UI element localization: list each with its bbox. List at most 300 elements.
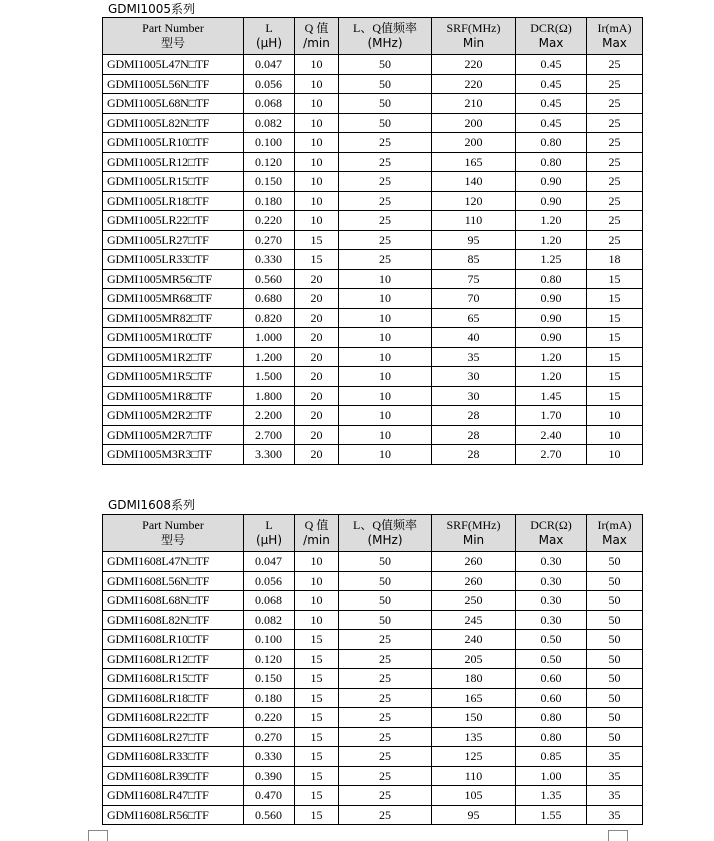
cell-inductance: 0.220: [244, 708, 295, 728]
cell-srf-min: 125: [432, 747, 516, 767]
table-row: [103, 591, 643, 611]
cell-dcr-max: 0.80: [516, 133, 587, 153]
cell-q-min: 10: [295, 55, 339, 75]
cell-ir-max: 35: [587, 805, 643, 825]
cell-ir-max: 50: [587, 708, 643, 728]
cell-dcr-max: 1.45: [516, 386, 587, 406]
cell-inductance: 0.068: [244, 591, 295, 611]
cell-dcr-max: 0.90: [516, 172, 587, 192]
cell-ir-max: 50: [587, 688, 643, 708]
cell-ir-max: 25: [587, 152, 643, 172]
cell-q-min: 20: [295, 269, 339, 289]
table-row: [103, 425, 643, 445]
header-srf-min: [432, 18, 516, 55]
cell-test-frequency: 10: [339, 347, 432, 367]
cell-srf-min: 95: [432, 805, 516, 825]
cell-inductance: 1.800: [244, 386, 295, 406]
table-row: [103, 172, 643, 192]
cell-srf-min: 110: [432, 766, 516, 786]
cell-dcr-max: 1.55: [516, 805, 587, 825]
cell-dcr-max: 0.90: [516, 289, 587, 309]
cell-q-min: 10: [295, 571, 339, 591]
cell-q-min: 10: [295, 172, 339, 192]
cell-srf-min: 30: [432, 386, 516, 406]
cell-srf-min: 245: [432, 610, 516, 630]
cell-part-number: GDMI1005L47N□TF: [103, 55, 244, 75]
cell-part-number: GDMI1005LR15□TF: [103, 172, 244, 192]
cell-inductance: 0.270: [244, 727, 295, 747]
cell-q-min: 15: [295, 250, 339, 270]
cell-part-number: GDMI1005M1R2□TF: [103, 347, 244, 367]
header-q-min: [295, 515, 339, 552]
header-label: Q 值: [304, 21, 329, 35]
header-test-frequency: [339, 18, 432, 55]
cell-part-number: GDMI1005MR82□TF: [103, 308, 244, 328]
cell-inductance: 2.200: [244, 406, 295, 426]
cell-dcr-max: 1.20: [516, 230, 587, 250]
table-row: [103, 386, 643, 406]
cell-dcr-max: 0.30: [516, 610, 587, 630]
table-row: [103, 289, 643, 309]
section-title-gdmi1608: GDMI1608系列: [108, 498, 195, 512]
cell-ir-max: 35: [587, 766, 643, 786]
cell-dcr-max: 0.60: [516, 688, 587, 708]
cell-test-frequency: 50: [339, 94, 432, 114]
cell-test-frequency: 25: [339, 250, 432, 270]
cell-ir-max: 50: [587, 571, 643, 591]
cell-srf-min: 180: [432, 669, 516, 689]
cell-dcr-max: 0.90: [516, 191, 587, 211]
table-row: [103, 406, 643, 426]
section-title-gdmi1005: GDMI1005系列: [108, 2, 195, 16]
header-sublabel: Max: [538, 533, 564, 547]
cell-part-number: GDMI1608L47N□TF: [103, 552, 244, 572]
cell-part-number: GDMI1005M1R8□TF: [103, 386, 244, 406]
cell-ir-max: 25: [587, 172, 643, 192]
cell-q-min: 20: [295, 289, 339, 309]
cell-inductance: 0.680: [244, 289, 295, 309]
cell-test-frequency: 10: [339, 386, 432, 406]
table-row: [103, 766, 643, 786]
cell-dcr-max: 0.80: [516, 708, 587, 728]
cell-inductance: 0.120: [244, 649, 295, 669]
cell-test-frequency: 10: [339, 367, 432, 387]
cell-q-min: 20: [295, 328, 339, 348]
cell-test-frequency: 10: [339, 269, 432, 289]
cell-test-frequency: 10: [339, 406, 432, 426]
cell-srf-min: 30: [432, 367, 516, 387]
cell-part-number: GDMI1608LR22□TF: [103, 708, 244, 728]
cell-srf-min: 150: [432, 708, 516, 728]
cell-q-min: 10: [295, 133, 339, 153]
cell-ir-max: 35: [587, 786, 643, 806]
cell-q-min: 15: [295, 766, 339, 786]
cell-srf-min: 120: [432, 191, 516, 211]
cell-ir-max: 50: [587, 552, 643, 572]
cell-inductance: 0.180: [244, 191, 295, 211]
cell-inductance: 0.056: [244, 74, 295, 94]
cell-test-frequency: 50: [339, 591, 432, 611]
cell-q-min: 10: [295, 211, 339, 231]
cell-test-frequency: 25: [339, 727, 432, 747]
cell-part-number: GDMI1608LR56□TF: [103, 805, 244, 825]
cell-inductance: 0.068: [244, 94, 295, 114]
cell-test-frequency: 25: [339, 172, 432, 192]
cell-dcr-max: 0.90: [516, 328, 587, 348]
cell-dcr-max: 0.60: [516, 669, 587, 689]
cell-dcr-max: 0.45: [516, 113, 587, 133]
table-row: [103, 805, 643, 825]
cell-srf-min: 85: [432, 250, 516, 270]
header-label: Ir(mA): [597, 21, 632, 35]
cell-ir-max: 15: [587, 328, 643, 348]
cell-test-frequency: 25: [339, 747, 432, 767]
cell-q-min: 20: [295, 347, 339, 367]
cell-inductance: 0.150: [244, 669, 295, 689]
cell-q-min: 10: [295, 610, 339, 630]
cell-ir-max: 15: [587, 347, 643, 367]
table-row: [103, 786, 643, 806]
header-sublabel: (MHz): [367, 36, 403, 50]
cell-dcr-max: 0.30: [516, 591, 587, 611]
header-inductance: [244, 515, 295, 552]
cell-ir-max: 50: [587, 727, 643, 747]
table-row: [103, 152, 643, 172]
cell-inductance: 0.220: [244, 211, 295, 231]
cell-test-frequency: 10: [339, 289, 432, 309]
cell-inductance: 1.000: [244, 328, 295, 348]
table-row: [103, 328, 643, 348]
table-row: [103, 74, 643, 94]
cell-test-frequency: 25: [339, 669, 432, 689]
cell-part-number: GDMI1005LR22□TF: [103, 211, 244, 231]
header-sublabel: Max: [602, 36, 627, 50]
cell-srf-min: 28: [432, 425, 516, 445]
table-row: [103, 133, 643, 153]
cell-part-number: GDMI1608L56N□TF: [103, 571, 244, 591]
cell-inductance: 0.820: [244, 308, 295, 328]
cell-inductance: 0.082: [244, 610, 295, 630]
cell-test-frequency: 25: [339, 211, 432, 231]
cell-part-number: GDMI1005M2R7□TF: [103, 425, 244, 445]
header-label: SRF(MHz): [446, 518, 501, 532]
cell-srf-min: 200: [432, 133, 516, 153]
cell-inductance: 0.560: [244, 805, 295, 825]
cell-srf-min: 75: [432, 269, 516, 289]
cell-dcr-max: 0.30: [516, 571, 587, 591]
cell-srf-min: 65: [432, 308, 516, 328]
cell-q-min: 15: [295, 786, 339, 806]
header-label: DCR(Ω): [530, 518, 572, 532]
cell-srf-min: 140: [432, 172, 516, 192]
table-row: [103, 708, 643, 728]
cell-srf-min: 110: [432, 211, 516, 231]
cell-inductance: 0.047: [244, 55, 295, 75]
cell-dcr-max: 0.90: [516, 308, 587, 328]
cell-dcr-max: 1.20: [516, 367, 587, 387]
table-header-row: [103, 515, 643, 552]
cell-test-frequency: 25: [339, 786, 432, 806]
header-srf-min: [432, 515, 516, 552]
cell-dcr-max: 0.85: [516, 747, 587, 767]
cell-ir-max: 15: [587, 289, 643, 309]
header-sublabel: 型号: [160, 533, 185, 547]
cell-q-min: 10: [295, 191, 339, 211]
cell-dcr-max: 1.70: [516, 406, 587, 426]
cell-dcr-max: 0.45: [516, 94, 587, 114]
table-row: [103, 669, 643, 689]
table-row: [103, 747, 643, 767]
cell-inductance: 0.047: [244, 552, 295, 572]
cell-ir-max: 10: [587, 406, 643, 426]
header-dcr-max: [516, 515, 587, 552]
cell-dcr-max: 1.20: [516, 211, 587, 231]
table-row: [103, 250, 643, 270]
cell-part-number: GDMI1005M1R0□TF: [103, 328, 244, 348]
cell-inductance: 1.500: [244, 367, 295, 387]
spec-table-gdmi1005: [102, 17, 643, 465]
header-label: Part Number: [142, 518, 204, 532]
cell-q-min: 20: [295, 386, 339, 406]
cell-q-min: 15: [295, 669, 339, 689]
cell-test-frequency: 50: [339, 571, 432, 591]
cell-q-min: 20: [295, 425, 339, 445]
cell-part-number: GDMI1005M3R3□TF: [103, 445, 244, 465]
cell-ir-max: 25: [587, 94, 643, 114]
table-header-row: [103, 18, 643, 55]
cell-test-frequency: 25: [339, 152, 432, 172]
cell-ir-max: 50: [587, 610, 643, 630]
header-label: L: [265, 21, 273, 35]
cell-dcr-max: 2.40: [516, 425, 587, 445]
cell-ir-max: 25: [587, 55, 643, 75]
table-row: [103, 94, 643, 114]
cell-srf-min: 220: [432, 55, 516, 75]
cell-part-number: GDMI1608LR39□TF: [103, 766, 244, 786]
cell-dcr-max: 0.45: [516, 74, 587, 94]
header-sublabel: (μH): [255, 533, 283, 547]
cell-ir-max: 35: [587, 747, 643, 767]
cell-ir-max: 25: [587, 191, 643, 211]
table-row: [103, 552, 643, 572]
cell-srf-min: 28: [432, 445, 516, 465]
cell-q-min: 10: [295, 152, 339, 172]
cell-q-min: 15: [295, 630, 339, 650]
cell-test-frequency: 10: [339, 445, 432, 465]
header-label: SRF(MHz): [446, 21, 501, 35]
table-row: [103, 347, 643, 367]
header-label: L、Q值频率: [353, 518, 417, 532]
cell-part-number: GDMI1005LR12□TF: [103, 152, 244, 172]
cell-part-number: GDMI1005MR68□TF: [103, 289, 244, 309]
cell-dcr-max: 0.80: [516, 152, 587, 172]
cell-dcr-max: 0.50: [516, 630, 587, 650]
cell-test-frequency: 25: [339, 630, 432, 650]
cell-inductance: 0.082: [244, 113, 295, 133]
cell-part-number: GDMI1608LR27□TF: [103, 727, 244, 747]
cell-ir-max: 25: [587, 74, 643, 94]
header-label: Part Number: [142, 21, 204, 35]
cell-srf-min: 35: [432, 347, 516, 367]
cell-q-min: 15: [295, 747, 339, 767]
cell-part-number: GDMI1608LR10□TF: [103, 630, 244, 650]
cell-q-min: 15: [295, 708, 339, 728]
cell-test-frequency: 25: [339, 230, 432, 250]
cell-test-frequency: 10: [339, 425, 432, 445]
header-sublabel: 型号: [160, 36, 185, 50]
cell-q-min: 15: [295, 727, 339, 747]
cell-ir-max: 15: [587, 386, 643, 406]
cell-srf-min: 165: [432, 688, 516, 708]
cell-dcr-max: 1.25: [516, 250, 587, 270]
header-sublabel: /min: [303, 36, 330, 50]
cell-srf-min: 210: [432, 94, 516, 114]
cell-q-min: 15: [295, 230, 339, 250]
cell-srf-min: 205: [432, 649, 516, 669]
cell-part-number: GDMI1005L82N□TF: [103, 113, 244, 133]
table-row: [103, 211, 643, 231]
cell-q-min: 20: [295, 406, 339, 426]
cell-inductance: 0.390: [244, 766, 295, 786]
cell-inductance: 0.560: [244, 269, 295, 289]
cell-ir-max: 50: [587, 669, 643, 689]
table-row: [103, 727, 643, 747]
cell-part-number: GDMI1005MR56□TF: [103, 269, 244, 289]
table-row: [103, 630, 643, 650]
cell-part-number: GDMI1005L68N□TF: [103, 94, 244, 114]
spec-table-gdmi1608: [102, 514, 643, 825]
header-test-frequency: [339, 515, 432, 552]
cell-srf-min: 28: [432, 406, 516, 426]
cell-inductance: 2.700: [244, 425, 295, 445]
cell-part-number: GDMI1005LR27□TF: [103, 230, 244, 250]
cell-q-min: 15: [295, 649, 339, 669]
header-label: L、Q值频率: [353, 21, 417, 35]
cell-q-min: 15: [295, 805, 339, 825]
header-part-number: [103, 515, 244, 552]
cell-ir-max: 25: [587, 211, 643, 231]
cell-part-number: GDMI1608LR33□TF: [103, 747, 244, 767]
cell-ir-max: 25: [587, 133, 643, 153]
header-sublabel: (MHz): [367, 533, 403, 547]
cell-ir-max: 15: [587, 367, 643, 387]
cell-srf-min: 220: [432, 74, 516, 94]
table-row: [103, 367, 643, 387]
header-dcr-max: [516, 18, 587, 55]
cell-q-min: 20: [295, 445, 339, 465]
header-sublabel: /min: [303, 533, 330, 547]
table-row: [103, 269, 643, 289]
cell-part-number: GDMI1005M2R2□TF: [103, 406, 244, 426]
table-row: [103, 191, 643, 211]
cell-srf-min: 260: [432, 552, 516, 572]
header-sublabel: Min: [462, 533, 485, 547]
cell-srf-min: 105: [432, 786, 516, 806]
cell-test-frequency: 25: [339, 191, 432, 211]
cell-part-number: GDMI1608LR47□TF: [103, 786, 244, 806]
cell-q-min: 20: [295, 367, 339, 387]
cell-inductance: 0.100: [244, 630, 295, 650]
cell-inductance: 3.300: [244, 445, 295, 465]
header-label: Ir(mA): [597, 518, 632, 532]
header-ir-max: [587, 18, 643, 55]
cell-srf-min: 40: [432, 328, 516, 348]
cell-inductance: 0.330: [244, 250, 295, 270]
cell-dcr-max: 0.80: [516, 269, 587, 289]
cell-srf-min: 165: [432, 152, 516, 172]
cell-inductance: 0.330: [244, 747, 295, 767]
cell-inductance: 0.270: [244, 230, 295, 250]
table-row: [103, 649, 643, 669]
header-label: L: [265, 518, 273, 532]
cell-test-frequency: 25: [339, 766, 432, 786]
cell-srf-min: 135: [432, 727, 516, 747]
cell-ir-max: 25: [587, 113, 643, 133]
cell-q-min: 20: [295, 308, 339, 328]
table-row: [103, 308, 643, 328]
header-label: DCR(Ω): [530, 21, 572, 35]
cell-part-number: GDMI1005LR18□TF: [103, 191, 244, 211]
cell-test-frequency: 50: [339, 552, 432, 572]
cell-inductance: 0.180: [244, 688, 295, 708]
cell-dcr-max: 0.50: [516, 649, 587, 669]
cell-srf-min: 250: [432, 591, 516, 611]
cell-ir-max: 10: [587, 425, 643, 445]
cell-ir-max: 10: [587, 445, 643, 465]
cell-test-frequency: 50: [339, 74, 432, 94]
cell-inductance: 0.120: [244, 152, 295, 172]
cell-dcr-max: 0.30: [516, 552, 587, 572]
cell-part-number: GDMI1005LR33□TF: [103, 250, 244, 270]
table-row: [103, 113, 643, 133]
cell-part-number: GDMI1005L56N□TF: [103, 74, 244, 94]
cell-inductance: 0.100: [244, 133, 295, 153]
cell-q-min: 10: [295, 74, 339, 94]
cell-part-number: GDMI1608L82N□TF: [103, 610, 244, 630]
cell-part-number: GDMI1608L68N□TF: [103, 591, 244, 611]
cell-dcr-max: 1.00: [516, 766, 587, 786]
cell-inductance: 0.470: [244, 786, 295, 806]
cell-dcr-max: 1.20: [516, 347, 587, 367]
cell-test-frequency: 50: [339, 55, 432, 75]
cell-ir-max: 50: [587, 630, 643, 650]
table-row: [103, 571, 643, 591]
cell-test-frequency: 25: [339, 133, 432, 153]
table-row: [103, 688, 643, 708]
cell-srf-min: 240: [432, 630, 516, 650]
cell-ir-max: 15: [587, 269, 643, 289]
cell-ir-max: 18: [587, 250, 643, 270]
cell-inductance: 0.150: [244, 172, 295, 192]
cell-ir-max: 25: [587, 230, 643, 250]
table-row: [103, 445, 643, 465]
cell-test-frequency: 50: [339, 113, 432, 133]
cell-q-min: 10: [295, 113, 339, 133]
cell-ir-max: 50: [587, 649, 643, 669]
cell-dcr-max: 2.70: [516, 445, 587, 465]
cell-srf-min: 260: [432, 571, 516, 591]
cell-ir-max: 15: [587, 308, 643, 328]
cell-test-frequency: 25: [339, 708, 432, 728]
cell-test-frequency: 25: [339, 805, 432, 825]
cell-part-number: GDMI1005LR10□TF: [103, 133, 244, 153]
cell-part-number: GDMI1608LR12□TF: [103, 649, 244, 669]
header-sublabel: Max: [602, 533, 627, 547]
header-part-number: [103, 18, 244, 55]
header-inductance: [244, 18, 295, 55]
table-row: [103, 610, 643, 630]
header-sublabel: Max: [538, 36, 564, 50]
